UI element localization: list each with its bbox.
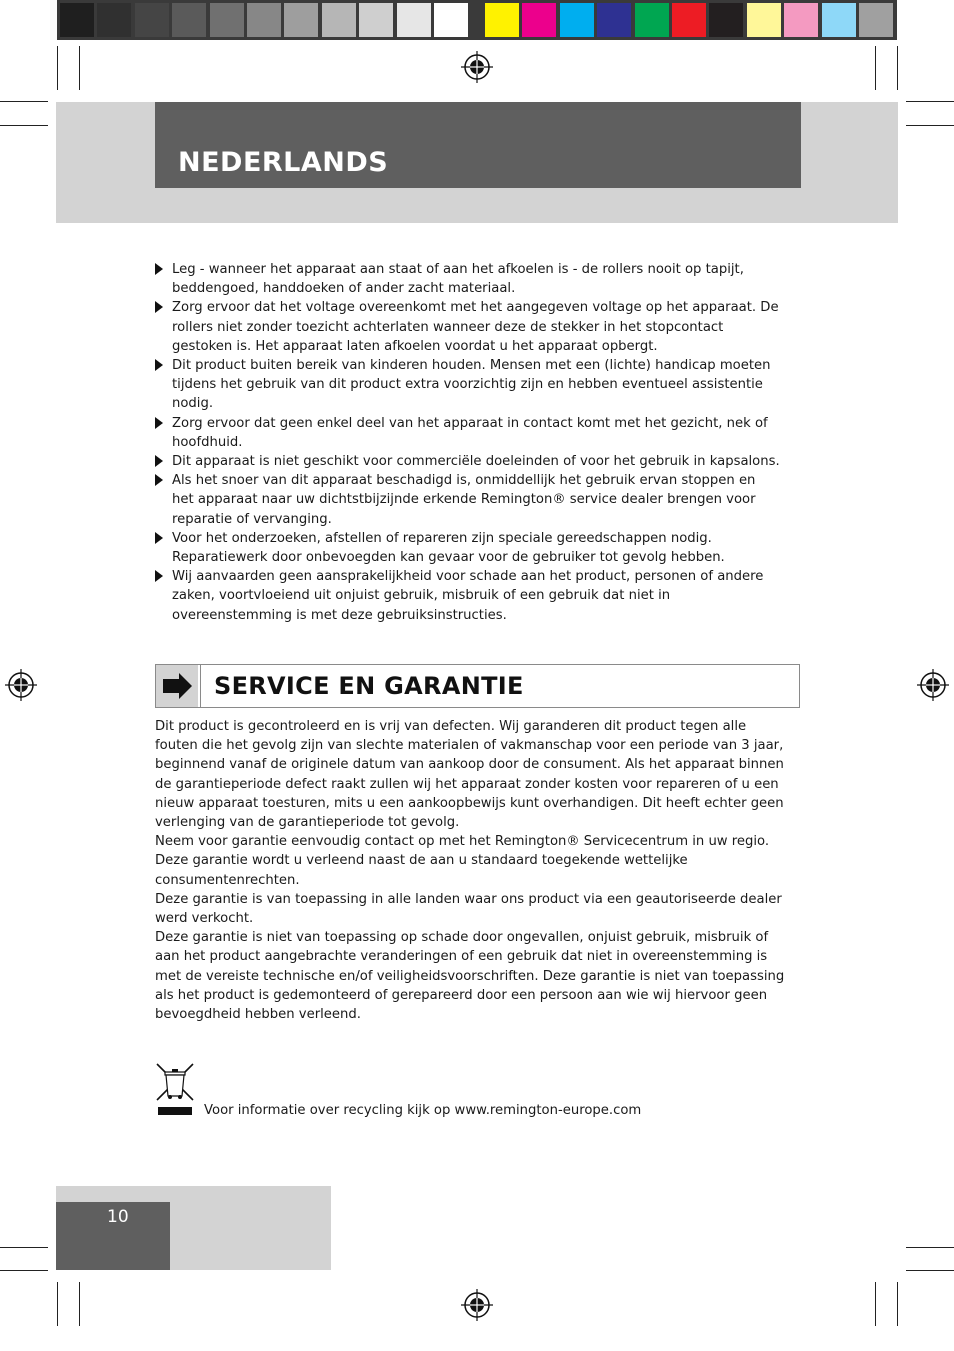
color-swatch — [859, 3, 893, 37]
color-swatch — [635, 3, 669, 37]
list-item-text: Zorg ervoor dat het voltage overeenkomt met het aangegeven voltage op het apparaat. De rollers niet zonder toezicht achterlaten wanneer deze de stekker in het stopcontact gestoken is. Het apparaat laten afkoelen voordat u het apparaat opbergt. — [172, 300, 779, 354]
crop-mark — [897, 46, 898, 90]
crop-mark — [906, 125, 954, 126]
section-title: SERVICE EN GARANTIE — [214, 672, 524, 700]
crop-mark — [0, 1247, 48, 1248]
section-heading — [155, 664, 800, 708]
list-item — [155, 471, 780, 529]
color-swatch — [522, 3, 556, 37]
color-swatch — [672, 3, 706, 37]
list-item-text: Dit apparaat is niet geschikt voor commerciële doeleinden of voor het gebruik in kapsalons. — [172, 454, 780, 470]
color-swatch — [397, 3, 431, 37]
crop-mark — [57, 1282, 58, 1326]
color-swatch — [247, 3, 281, 37]
color-swatch — [97, 3, 131, 37]
page-title: NEDERLANDS — [178, 147, 389, 178]
list-item — [155, 356, 780, 414]
list-item-text: Als het snoer van dit apparaat beschadigd is, onmiddellijk het gebruik ervan stoppen en het apparaat naar uw dichtstbijzijnde erkende Remington® service dealer brengen voor reparatie of vervanging. — [172, 473, 756, 527]
arrow-right-icon — [156, 665, 198, 707]
registration-mark-icon — [460, 1288, 494, 1322]
registration-mark-icon — [916, 668, 950, 702]
color-swatch — [434, 3, 468, 37]
color-swatch — [322, 3, 356, 37]
crop-mark — [79, 46, 80, 90]
color-swatch — [822, 3, 856, 37]
crop-mark — [0, 125, 48, 126]
section-icon-box — [156, 665, 198, 707]
list-item-text: Leg - wanneer het apparaat aan staat of aan het afkoelen is - de rollers nooit op tapijt, beddengoed, handdoeken of ander zacht materiaal. — [172, 262, 744, 297]
divider — [200, 665, 201, 707]
color-swatch — [709, 3, 743, 37]
crop-mark — [0, 1270, 48, 1271]
color-swatch — [172, 3, 206, 37]
crop-mark — [0, 101, 48, 102]
registration-mark-icon — [460, 50, 494, 84]
list-item-text: Dit product buiten bereik van kinderen houden. Mensen met een (lichte) handicap moeten tijdens het gebruik van dit product extra voorzichtig zijn en hebben eventueel assistentie nodig. — [172, 358, 771, 412]
recycling-info: Voor informatie over recycling kijk op www.remington-europe.com — [204, 1103, 642, 1118]
color-swatch — [60, 3, 94, 37]
crop-mark — [906, 1270, 954, 1271]
crop-mark — [906, 1247, 954, 1248]
crop-mark — [57, 46, 58, 90]
warranty-text — [155, 717, 787, 1024]
color-swatch — [784, 3, 818, 37]
crop-mark — [906, 101, 954, 102]
color-swatch — [747, 3, 781, 37]
color-swatch — [560, 3, 594, 37]
crop-mark — [875, 46, 876, 90]
page-number: 10 — [107, 1207, 129, 1227]
list-item — [155, 452, 780, 471]
paragraph: Neem voor garantie eenvoudig contact op met het Remington® Servicecentrum in uw regio. — [155, 834, 770, 850]
color-swatch — [597, 3, 631, 37]
crop-mark — [897, 1282, 898, 1326]
list-item — [155, 260, 780, 298]
paragraph: Deze garantie is van toepassing in alle landen waar ons product via een geautoriseerde dealer werd verkocht. — [155, 891, 782, 927]
crossed-out-bin-icon — [154, 1061, 196, 1117]
list-item-text: Voor het onderzoeken, afstellen of repareren zijn speciale gereedschappen nodig. Reparatiewerk door onbevoegden kan gevaar voor de gebruiker tot gevolg hebben. — [172, 530, 725, 566]
triangle-bullet-icon — [155, 532, 163, 544]
list-item — [155, 529, 780, 567]
list-item-text: Zorg ervoor dat geen enkel deel van het apparaat in contact komt met het gezicht, nek of hoofdhuid. — [172, 415, 768, 450]
color-swatch — [135, 3, 169, 37]
paragraph: Dit product is gecontroleerd en is vrij van defecten. Wij garanderen dit product tegen alle fouten die het gevolg zijn van slechte materialen of vakmanschap voor een periode van 3 jaar, beginnend vanaf de originele datum van aankoop door de consument. Als het apparaat binnen de garantieperiode defect raakt zullen wij het apparaat zonder kosten voor repareren of u een nieuw apparaat toesturen, mits u een aankoopbewijs kunt overhandigen. Dit heeft echter geen verlenging van de garantieperiode tot gevolg. — [155, 719, 784, 831]
crop-mark — [79, 1282, 80, 1326]
color-swatch — [210, 3, 244, 37]
triangle-bullet-icon — [155, 263, 163, 275]
color-swatch — [485, 3, 519, 37]
triangle-bullet-icon — [155, 474, 163, 486]
color-swatch — [284, 3, 318, 37]
triangle-bullet-icon — [155, 417, 163, 429]
color-calibration-bar — [57, 0, 897, 40]
list-item-text: Wij aanvaarden geen aansprakelijkheid voor schade aan het product, personen of andere zaken, voortvloeiend uit onjuist gebruik, misbruik of een gebruik dat niet in overeenstemming is met deze gebruiksinstructies. — [172, 569, 764, 623]
triangle-bullet-icon — [155, 570, 163, 582]
list-item — [155, 414, 780, 452]
safety-instructions-list — [155, 260, 780, 625]
list-item — [155, 567, 780, 625]
color-swatch — [359, 3, 393, 37]
registration-mark-icon — [4, 668, 38, 702]
paragraph: Deze garantie is niet van toepassing op schade door ongevallen, onjuist gebruik, misbruik of aan het product aangebrachte veranderingen of een gebruik dat niet in overeenstemming is met de vereiste technische en/of veiligheidsvoorschriften. Deze garantie is niet van toepassing als het product is gedemonteerd of gerepareerd door een persoon aan wie wij hiervoor geen bevoegdheid hebben verleend. — [155, 930, 785, 1023]
crop-mark — [875, 1282, 876, 1326]
list-item — [155, 298, 780, 356]
triangle-bullet-icon — [155, 455, 163, 467]
triangle-bullet-icon — [155, 301, 163, 313]
triangle-bullet-icon — [155, 359, 163, 371]
paragraph: Deze garantie wordt u verleend naast de aan u standaard toegekende wettelijke consumentenrechten. — [155, 853, 688, 888]
